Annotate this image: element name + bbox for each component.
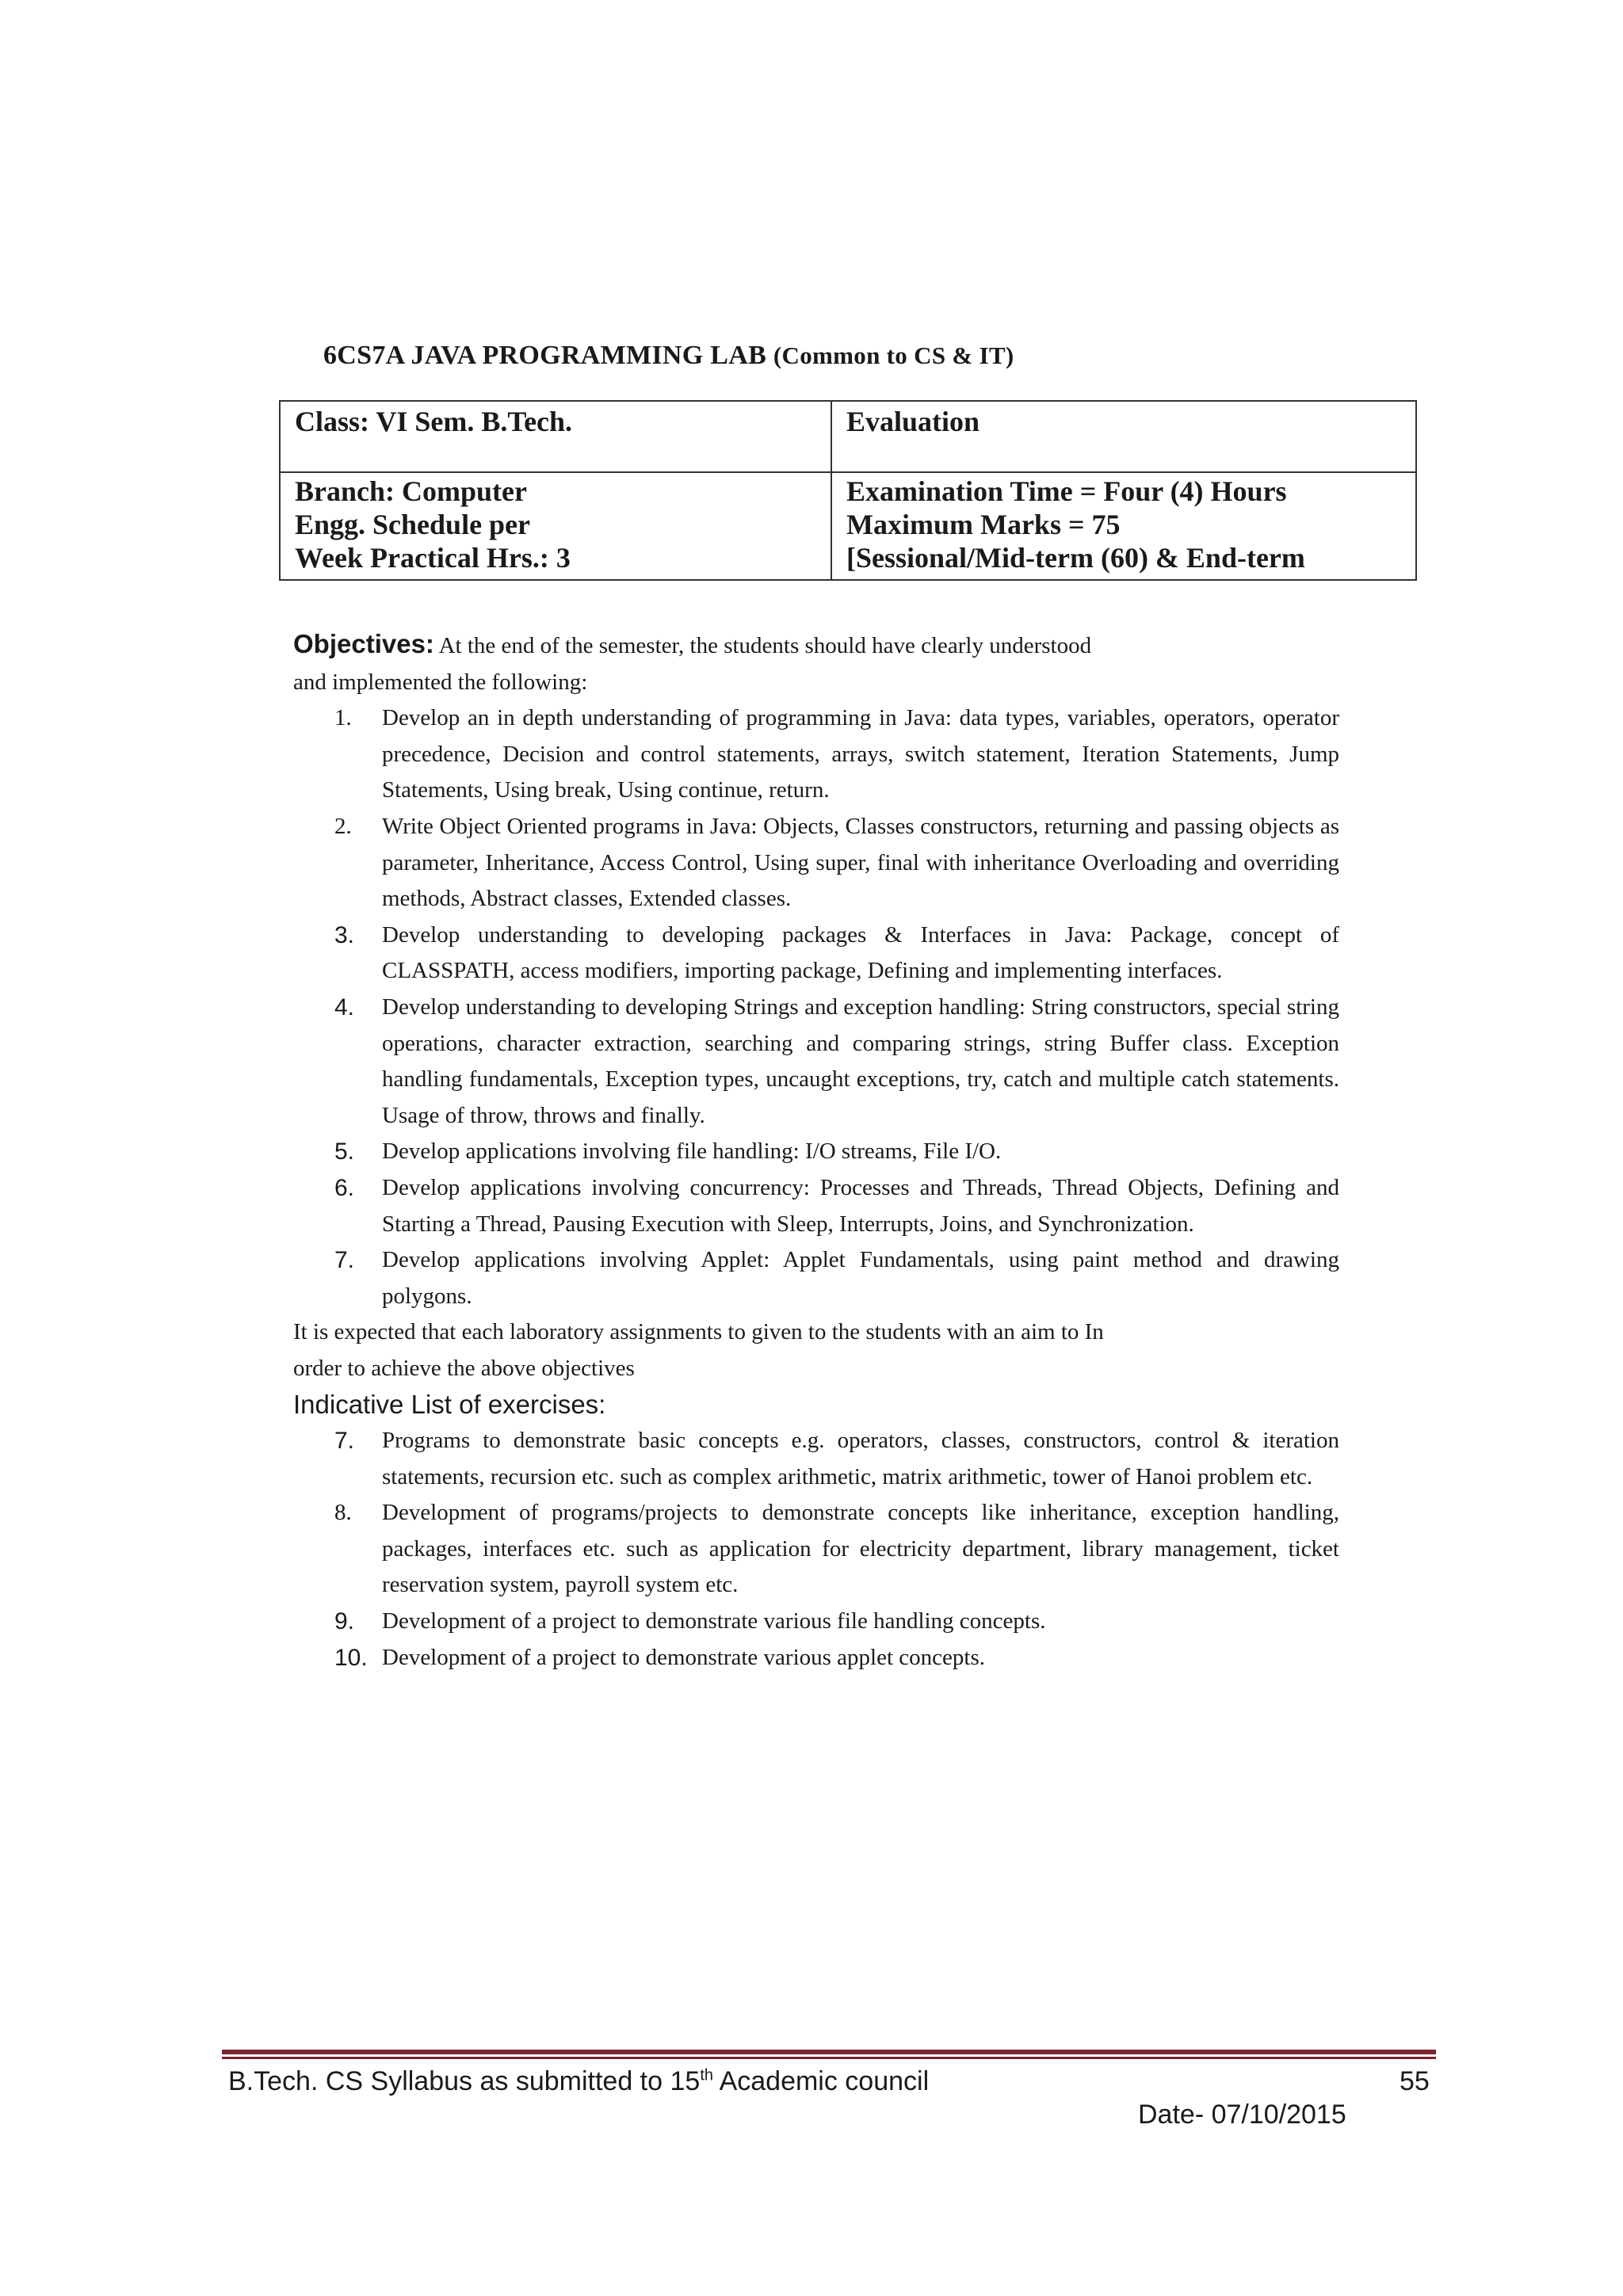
item-number: 5. bbox=[334, 1138, 355, 1165]
item-text: Programs to demonstrate basic concepts e.g. operators, classes, constructors, control & iteration statements, recursion etc. such as complex arithmetic, matrix arithmetic, tower of Hanoi problem etc. bbox=[382, 1428, 1339, 1489]
exam-cell bbox=[831, 472, 1416, 580]
branch-line: Branch: Computer bbox=[295, 475, 527, 507]
course-subtitle: (Common to CS & IT) bbox=[773, 341, 1014, 369]
footer-caption-sup: th bbox=[700, 2066, 713, 2084]
list-item bbox=[293, 1604, 1339, 1640]
page-title bbox=[323, 341, 1014, 371]
list-item bbox=[293, 1640, 1339, 1676]
footer-date: Date- 07/10/2015 bbox=[1138, 2100, 1346, 2130]
item-text: Develop applications involving concurrency: Processes and Threads, Thread Objects, Defining and Starting a Thread, Pausing Execution with Sleep, Interrupts, Joins, and Synchronization. bbox=[382, 1174, 1339, 1237]
exam-time-line: Examination Time = Four (4) Hours bbox=[846, 475, 1287, 507]
item-text: Develop understanding to developing Strings and exception handling: String constructors, special string operations, character extraction, searching and comparing strings, string Buffer class. Exception handling fundamentals, Exception types, uncaught exceptions, try, catch and multiple catch statements. Usage of throw, throws and finally. bbox=[382, 994, 1339, 1128]
footer-rule-thin bbox=[222, 2057, 1436, 2059]
schedule-line: Engg. Schedule per bbox=[295, 509, 531, 540]
item-number: 7. bbox=[334, 1247, 355, 1274]
footer-caption-end: Academic council bbox=[713, 2066, 930, 2096]
objectives-intro-line-2: and implemented the following: bbox=[293, 669, 588, 695]
course-title: 6CS7A JAVA PROGRAMMING LAB bbox=[323, 341, 767, 370]
practical-hours-line: Week Practical Hrs.: 3 bbox=[295, 542, 571, 574]
item-number: 6. bbox=[334, 1174, 355, 1201]
item-number: 1. bbox=[334, 705, 352, 731]
item-text: Development of a project to demonstrate various file handling concepts. bbox=[382, 1608, 1046, 1634]
item-text: Development of a project to demonstrate various applet concepts. bbox=[382, 1644, 985, 1670]
list-item bbox=[293, 990, 1339, 1134]
item-number: 4. bbox=[334, 994, 355, 1020]
item-number: 2. bbox=[334, 813, 352, 839]
item-text: Write Object Oriented programs in Java: Objects, Classes constructors, returning and passing objects as parameter, Inheritance, Access Control, Using super, final with inheritance Overloading and overriding methods, Abstract classes, Extended classes. bbox=[382, 813, 1339, 912]
item-text: Develop applications involving file handling: I/O streams, File I/O. bbox=[382, 1138, 1002, 1165]
expected-line-2: order to achieve the above objectives bbox=[293, 1355, 635, 1381]
list-item bbox=[293, 917, 1339, 990]
item-number: 3. bbox=[334, 921, 355, 948]
class-cell: Class: VI Sem. B.Tech. bbox=[280, 401, 831, 472]
list-item bbox=[293, 700, 1339, 809]
list-item bbox=[293, 1495, 1339, 1604]
marks-split-line: [Sessional/Mid-term (60) & End-term bbox=[846, 542, 1305, 574]
item-text: Develop an in depth understanding of programming in Java: data types, variables, operators, operator precedence, Decision and control statements, arrays, switch statement, Iteration Statements, Jump Statements, Using break, Using continue, return. bbox=[382, 705, 1339, 803]
item-text: Develop applications involving Applet: Applet Fundamentals, using paint method and drawing polygons. bbox=[382, 1247, 1339, 1309]
expected-line-1: It is expected that each laboratory assignments to given to the students with an aim to In bbox=[293, 1319, 1104, 1345]
course-info-table bbox=[279, 400, 1417, 581]
objectives-intro-line-1: At the end of the semester, the students should have clearly understood bbox=[438, 633, 1092, 658]
list-item bbox=[293, 809, 1339, 917]
footer-rule-thick bbox=[222, 2050, 1436, 2054]
footer-caption-start: B.Tech. CS Syllabus as submitted to 15 bbox=[228, 2066, 701, 2096]
list-item bbox=[293, 1242, 1339, 1314]
footer-divider bbox=[222, 2050, 1436, 2059]
item-text: Development of programs/projects to demonstrate concepts like inheritance, exception handling, packages, interfaces etc. such as application for electricity department, library management, ticket reservation system, payroll system etc. bbox=[382, 1500, 1339, 1598]
evaluation-cell: Evaluation bbox=[831, 401, 1416, 472]
syllabus-body bbox=[293, 626, 1339, 1676]
objectives-heading: Objectives: bbox=[293, 629, 434, 658]
item-number: 7. bbox=[334, 1428, 355, 1455]
page-number: 55 bbox=[1400, 2066, 1430, 2096]
list-item bbox=[293, 1423, 1339, 1495]
exercises-list bbox=[293, 1423, 1339, 1676]
objectives-list bbox=[293, 700, 1339, 1314]
max-marks-line: Maximum Marks = 75 bbox=[846, 509, 1121, 540]
list-item bbox=[293, 1170, 1339, 1242]
item-text: Develop understanding to developing packages & Interfaces in Java: Package, concept of CLASSPATH, access modifiers, importing package, Defining and implementing interfaces. bbox=[382, 921, 1339, 984]
footer-caption bbox=[228, 2066, 929, 2097]
list-item bbox=[293, 1134, 1339, 1170]
exercises-heading: Indicative List of exercises: bbox=[293, 1390, 606, 1420]
item-number: 8. bbox=[334, 1500, 352, 1526]
branch-cell bbox=[280, 472, 831, 580]
objectives-intro bbox=[293, 626, 1339, 665]
item-number: 10. bbox=[334, 1644, 368, 1671]
item-number: 9. bbox=[334, 1608, 355, 1635]
